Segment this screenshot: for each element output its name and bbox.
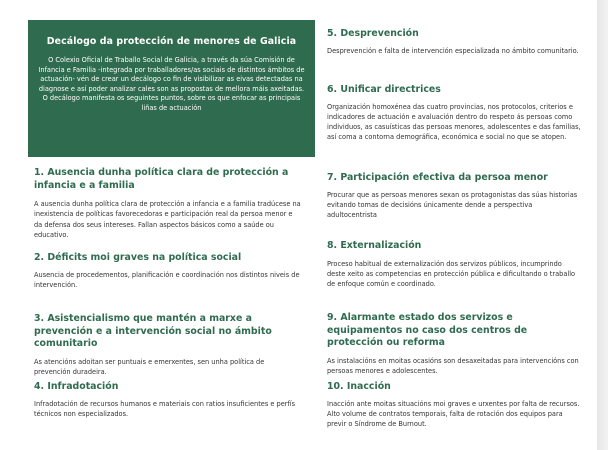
intro-title: Decálogo da protección de menores de Galicia [46, 36, 297, 47]
item-8-text: Proceso habitual de externalización dos servizos públicos, incumprindo deste xeito as competencias en protección pública e dificultando o traballo de enfoque común e coordinado. [327, 259, 576, 289]
item-6-heading: 6. Unificar directrices [327, 84, 441, 95]
item-10-heading: 10. Inacción [327, 381, 391, 392]
item-10 [327, 381, 581, 429]
item-9-heading: 9. Alarmante estado dos servizos e equipamentos no caso dos centros de protección ou reforma [327, 312, 528, 348]
item-5 [327, 28, 581, 56]
item-2-heading: 2. Déficits moi graves na política social [34, 252, 242, 263]
item-9 [327, 312, 581, 376]
intro-text: O Colexio Oficial de Traballo Social de Galicia, a través da súa Comisión de Infancia e Familia -integrada por traballadores/as sociais de distintos ámbitos de actuación- vén de crear un decálogo co fin de visibilizar as eivas detectadas na diagnose e así poder analizar cales son as propostas de mellora máis axeitadas. O decálogo manifesta os seguintes puntos, sobre os que enfocar as principais liñas de actuación [38, 56, 305, 112]
item-3-text: As atencións adoitan ser puntuais e emerxentes, sen unha política de prevención duradeira. [34, 357, 265, 376]
item-7-text: Procurar que as persoas menores sexan os protagonistas das súas historias evitando tomas de decisións únicamente dende a perspectiva adultocentrista [327, 190, 578, 220]
item-7-heading: 7. Participación efectiva da persoa menor [327, 172, 548, 183]
item-8 [327, 240, 581, 289]
item-4-text: Infradotación de recursos humanos e materiais con ratios insuficientes e perfís técnicos non especializados. [34, 399, 296, 418]
item-1 [34, 167, 302, 240]
item-7 [327, 172, 581, 220]
item-5-heading: 5. Desprevención [327, 28, 419, 39]
item-1-text: A ausencia dunha política clara de protección a infancia e a familia tradúcese na inexistencia de políticas favorecedoras e participación real da persoa menor e da defensa dos seus intereses. Fallan aspectos básicos como a saúde ou educativo. [34, 200, 301, 239]
item-4-heading: 4. Infradotación [34, 381, 119, 392]
item-8-heading: 8. Externalización [327, 240, 422, 251]
item-10-text: Inacción ante moitas situacións moi graves e urxentes por falta de recursos. Alto volume de contratos temporais, falta de rotación dos equipos para previr o Síndrome de Burnout. [327, 399, 580, 429]
item-6 [327, 84, 581, 143]
item-4 [34, 381, 302, 419]
item-2-text: Ausencia de procedementos, planificación e coordinación nos distintos niveis de intervención. [34, 270, 300, 289]
item-3-heading: 3. Asistencialismo que mantén a marxe a prevención e a intervención social no ámbito comunitario [34, 313, 272, 349]
item-3 [34, 313, 302, 377]
item-9-text: As instalacións en moitas ocasións son desaxeitadas para intervencións con persoas menores e adolescentes. [327, 356, 579, 375]
intro-box [28, 20, 315, 157]
item-6-text: Organización homoxénea das cuatro provincias, nos protocolos, criterios e indicadores de actuación e avaluación dentro do respeto ás persoas como individuos, as casuísticas das persoas menores, adolescentes e das familias, así coma a contorna demográfica, económica e social no que se atopen. [327, 102, 581, 142]
item-2 [34, 252, 302, 290]
item-1-heading: 1. Ausencia dunha política clara de protección a infancia e a familia [34, 167, 289, 191]
page-edge-shadow [597, 0, 608, 450]
item-5-text: Desprevención e falta de intervención especializada no ámbito comunitario. [327, 46, 579, 55]
